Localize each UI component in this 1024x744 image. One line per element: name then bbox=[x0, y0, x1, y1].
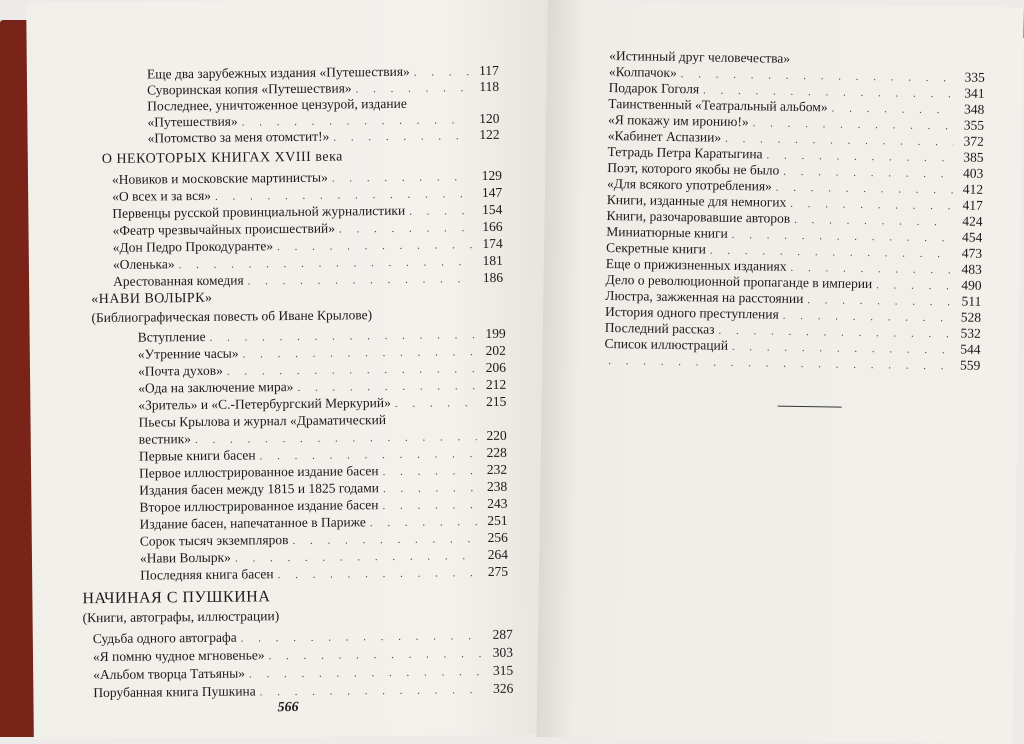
toc-entry: Поэт, которого якобы не было . . . 403 bbox=[607, 159, 983, 183]
toc-entry: Первые книги басен . . . 228 bbox=[139, 444, 507, 466]
toc-entry: «Путешествия» . . . 120 bbox=[147, 110, 499, 132]
toc-entry: Издание басен, напечатанное в Париже . . . 251 bbox=[140, 512, 508, 534]
toc-entry: Издания басен между 1815 и 1825 годами . . . 238 bbox=[139, 478, 507, 500]
toc-entry: Арестованная комедия . . . 186 bbox=[113, 269, 503, 291]
toc-entry: Первенцы русской провинциальной журналистики . . . 154 bbox=[112, 201, 502, 223]
toc-entry: Люстра, зажженная на расстоянии . . . 511 bbox=[605, 287, 981, 311]
section-subtitle: (Библиографическая повесть об Иване Крылове) bbox=[91, 307, 373, 326]
toc-entry: Сорок тысяч экземпляров . . . 256 bbox=[140, 529, 508, 551]
toc-entry: Еще два зарубежных издания «Путешествия» . . . 117 bbox=[147, 62, 499, 84]
toc-entry: «О всех и за вся» . . . 147 bbox=[112, 184, 502, 206]
toc-entry: Второе иллюстрированное издание басен . . . 243 bbox=[139, 495, 507, 517]
toc-entry: «Почта духов» . . . 206 bbox=[138, 359, 506, 381]
toc-entry: «Для всякого употребления» . . . 412 bbox=[607, 175, 983, 199]
toc-entry: Последняя книга басен . . . 275 bbox=[140, 563, 508, 585]
toc-entry: Последний рассказ . . . 532 bbox=[605, 319, 981, 343]
toc-entry: . . . 559 bbox=[604, 351, 980, 375]
toc-entry: «Альбом творца Татьяны» . . . 315 bbox=[93, 662, 513, 684]
toc-entry: Книги, разочаровавшие авторов . . . 424 bbox=[606, 207, 982, 231]
toc-entry: История одного преступления . . . 528 bbox=[605, 303, 981, 327]
toc-entry: Книги, изданные для немногих . . . 417 bbox=[607, 191, 983, 215]
section-subtitle: (Книги, автографы, иллюстрации) bbox=[82, 608, 280, 626]
toc-entry: Порубанная книга Пушкина . . . 326 bbox=[93, 680, 513, 702]
toc-entry: Пьесы Крылова и журнал «Драматический bbox=[138, 412, 387, 430]
toc-entry: Дело о революционной пропаганде в империи . . . 490 bbox=[605, 271, 981, 295]
toc-entry: Последнее, уничтоженное цензурой, издание bbox=[147, 95, 407, 114]
toc-entry: Таинственный «Театральный альбом» . . . 348 bbox=[608, 95, 984, 119]
toc-entry: «Нави Волырк» . . . 264 bbox=[140, 546, 508, 568]
toc-entry: «Я помню чудное мгновенье» . . . 303 bbox=[93, 644, 513, 666]
toc-entry: Вступление . . . 199 bbox=[138, 325, 506, 347]
toc-entry: Тетрадь Петра Каратыгина . . . 385 bbox=[607, 143, 983, 167]
toc-entry: «Оленька» . . . 181 bbox=[113, 252, 503, 274]
toc-entry: Суворинская копия «Путешествия» . . . 118 bbox=[147, 78, 499, 100]
toc-entry: Подарок Гоголя . . . 341 bbox=[608, 79, 984, 103]
toc-entry: «Новиков и московские мартинисты» . . . 129 bbox=[112, 167, 502, 189]
right-page bbox=[536, 0, 1024, 744]
toc-entry: вестник» . . . 220 bbox=[139, 427, 507, 449]
left-page bbox=[26, 0, 562, 740]
toc-entry: «Зритель» и «С.-Петербургский Меркурий» . . . 215 bbox=[138, 393, 506, 415]
toc-entry: Первое иллюстрированное издание басен . . . 232 bbox=[139, 461, 507, 483]
page-number: 566 bbox=[277, 699, 299, 716]
toc-entry: Миниатюрные книги . . . 454 bbox=[606, 223, 982, 247]
toc-entry: «Ода на заключение мира» . . . 212 bbox=[138, 376, 506, 398]
end-rule bbox=[778, 406, 842, 408]
section-heading: «НАВИ ВОЛЫРК» bbox=[91, 290, 213, 308]
toc-entry: «Кабинет Аспазии» . . . 372 bbox=[608, 127, 984, 151]
toc-entry: Секретные книги . . . 473 bbox=[606, 239, 982, 263]
section-heading: НАЧИНАЯ С ПУШКИНА bbox=[82, 588, 271, 608]
toc-entry: «Колпачок» . . . 335 bbox=[609, 63, 985, 87]
toc-entry: Еще о прижизненных изданиях . . . 483 bbox=[606, 255, 982, 279]
toc-entry: Список иллюстраций . . . 544 bbox=[604, 335, 980, 359]
toc-entry: Судьба одного автографа . . . 287 bbox=[93, 626, 513, 648]
toc-entry: «Феатр чрезвычайных происшествий» . . . 166 bbox=[112, 218, 502, 240]
toc-entry: «Я покажу им иронию!» . . . 355 bbox=[608, 111, 984, 135]
toc-entry: «Потомство за меня отомстит!» . . . 122 bbox=[147, 126, 499, 148]
toc-entry: «Утренние часы» . . . 202 bbox=[138, 342, 506, 364]
toc-entry: «Дон Педро Прокодуранте» . . . 174 bbox=[113, 235, 503, 257]
toc-entry: «Истинный друг человечества» bbox=[609, 47, 791, 66]
section-heading: О НЕКОТОРЫХ КНИГАХ XVIII века bbox=[101, 149, 343, 168]
